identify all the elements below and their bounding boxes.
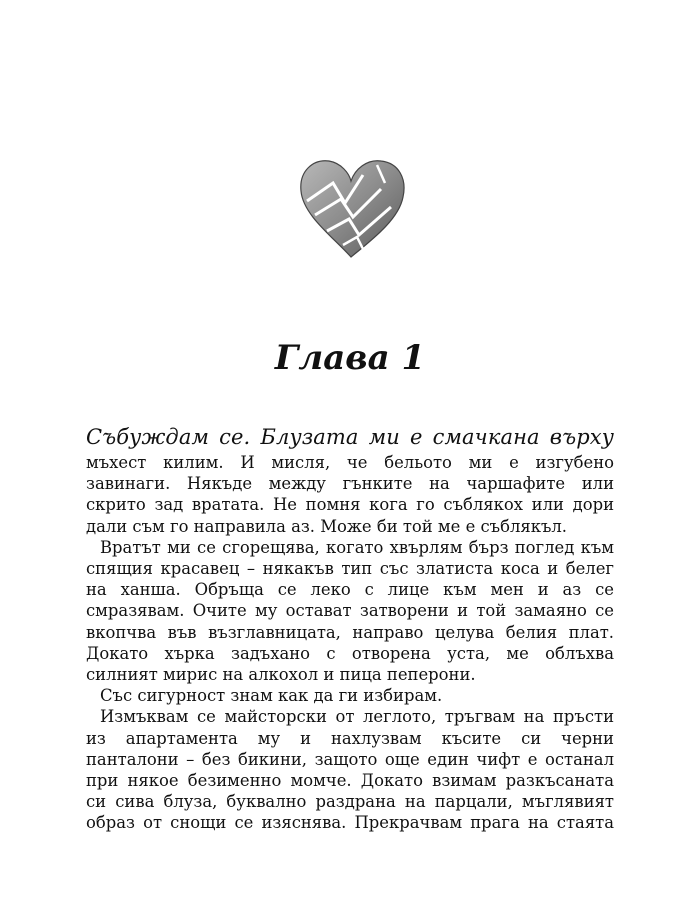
text-line: си сива блуза, буквално раздрана на парцали, мъглявият: [86, 792, 614, 812]
text-line: мъхест килим. И мисля, че бельото ми е изгубено: [86, 453, 614, 472]
text-line: на ханша. Обръща се леко с лице към мен и аз се: [86, 580, 614, 600]
lead-line: Събуждам се. Блузата ми е смачкана върху: [86, 425, 614, 449]
text-line: при някое безименно момче. Докато взимам разкъсаната: [86, 771, 614, 791]
paragraph: [86, 537, 614, 685]
paragraph: [86, 706, 614, 833]
text-line: Със сигурност знам как да ги избирам.: [100, 686, 443, 706]
text-line: Докато хърка задъхано с отворена уста, ме облъхва: [86, 643, 614, 663]
text-line: скрито зад вратата. Не помня кога го съблякох или дори: [86, 495, 614, 515]
text-line: дали съм го направила аз. Може би той ме е съблякъл.: [86, 516, 568, 536]
text-line: из апартамента му и нахлузвам късите си черни: [86, 728, 614, 748]
text-line: смразявам. Очите му остават затворени и той замаяно се: [86, 601, 614, 621]
text-line: Вратът ми се сгорещява, когато хвърлям бърз поглед към: [100, 537, 614, 557]
paragraph: [86, 422, 614, 537]
text-line: завинаги. Някъде между гънките на чаршафите или: [86, 474, 614, 494]
broken-heart-icon: [293, 153, 413, 263]
text-line: образ от снощи се изяснява. Прекрачвам прага на стаята: [86, 813, 614, 833]
chapter-title: Глава 1: [274, 338, 426, 378]
text-line: вкопчва във възглавницата, направо целува белия плат.: [86, 622, 614, 642]
text-line: Измъквам се майсторски от леглото, тръгвам на пръсти: [100, 707, 614, 727]
text-line: силният мирис на алкохол и пица пеперони.: [86, 665, 476, 685]
chapter-body: [86, 422, 614, 834]
text-line: спящия красавец – някакъв тип със златиста коса и белег: [86, 559, 614, 579]
text-line: панталони – без бикини, защото още един чифт е останал: [86, 749, 614, 769]
paragraph: [86, 685, 614, 706]
